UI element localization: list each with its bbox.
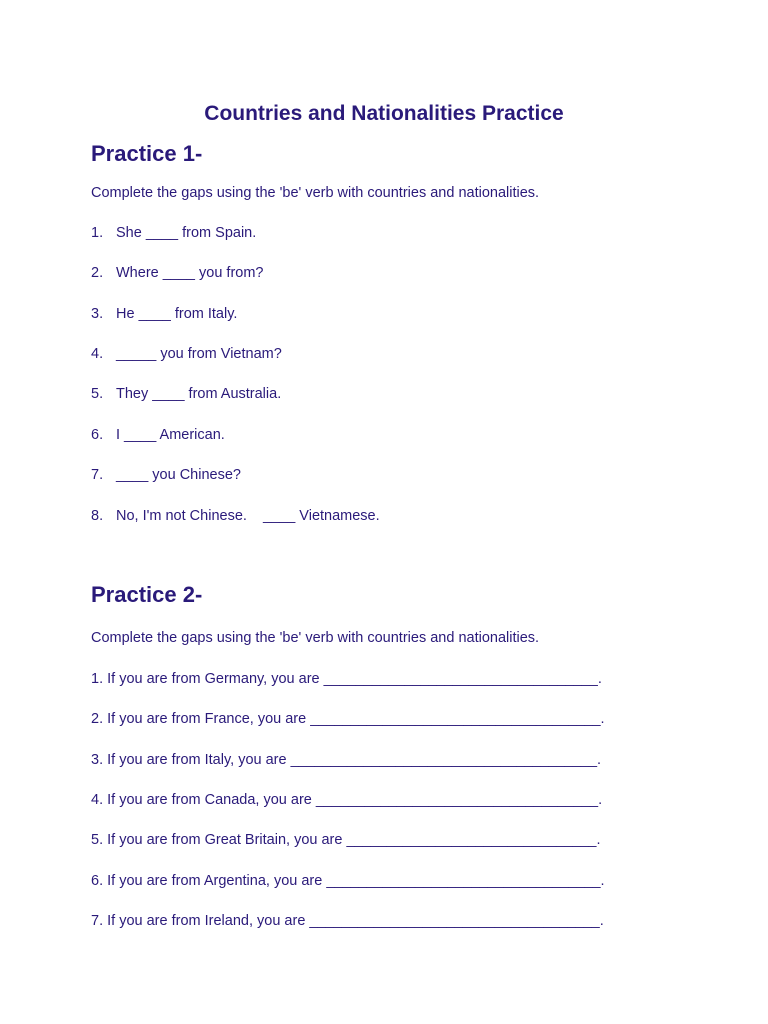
item-text: Where ____ you from? <box>116 265 264 281</box>
item-text: She ____ from Spain. <box>116 225 257 241</box>
practice-2-item: 5. If you are from Great Britain, you are _______________________________. <box>91 832 601 848</box>
item-number: 2. <box>91 265 104 281</box>
practice-1-item <box>91 386 281 402</box>
item-number: 6. <box>91 427 104 443</box>
item-number: 5. <box>91 386 104 402</box>
practice-2-item: 7. If you are from Ireland, you are ____________________________________. <box>91 913 604 929</box>
practice-1-item <box>91 346 282 362</box>
item-number: 4. <box>91 346 104 362</box>
item-number: 8. <box>91 508 104 524</box>
practice-2-item: 4. If you are from Canada, you are ___________________________________. <box>91 792 603 808</box>
practice-1-heading: Practice 1- <box>91 141 203 166</box>
practice-1-item <box>91 225 256 241</box>
item-number: 7. <box>91 467 104 483</box>
practice-2-item: 2. If you are from France, you are ____________________________________. <box>91 711 605 727</box>
item-text: He ____ from Italy. <box>116 306 238 322</box>
practice-1-item <box>91 427 225 443</box>
practice-1-item <box>91 265 264 281</box>
practice-2-item: 3. If you are from Italy, you are ______________________________________. <box>91 752 602 768</box>
item-text: ____ you Chinese? <box>116 467 241 483</box>
practice-1-item <box>91 508 380 524</box>
item-text: _____ you from Vietnam? <box>116 346 282 362</box>
practice-1-item <box>91 306 237 322</box>
item-number: 3. <box>91 306 104 322</box>
page-title: Countries and Nationalities Practice <box>204 102 564 125</box>
practice-2-item: 6. If you are from Argentina, you are __________________________________. <box>91 873 605 889</box>
practice-2-instructions: Complete the gaps using the 'be' verb with countries and nationalities. <box>91 630 540 646</box>
item-text: I ____ American. <box>116 427 225 443</box>
item-text: They ____ from Australia. <box>116 386 282 402</box>
practice-1-instructions: Complete the gaps using the 'be' verb with countries and nationalities. <box>91 185 540 201</box>
item-number: 1. <box>91 225 104 241</box>
practice-1-item <box>91 467 241 483</box>
practice-2-item: 1. If you are from Germany, you are __________________________________. <box>91 671 602 687</box>
item-text: No, I'm not Chinese. ____ Vietnamese. <box>116 508 380 524</box>
practice-2-heading: Practice 2- <box>91 582 203 607</box>
